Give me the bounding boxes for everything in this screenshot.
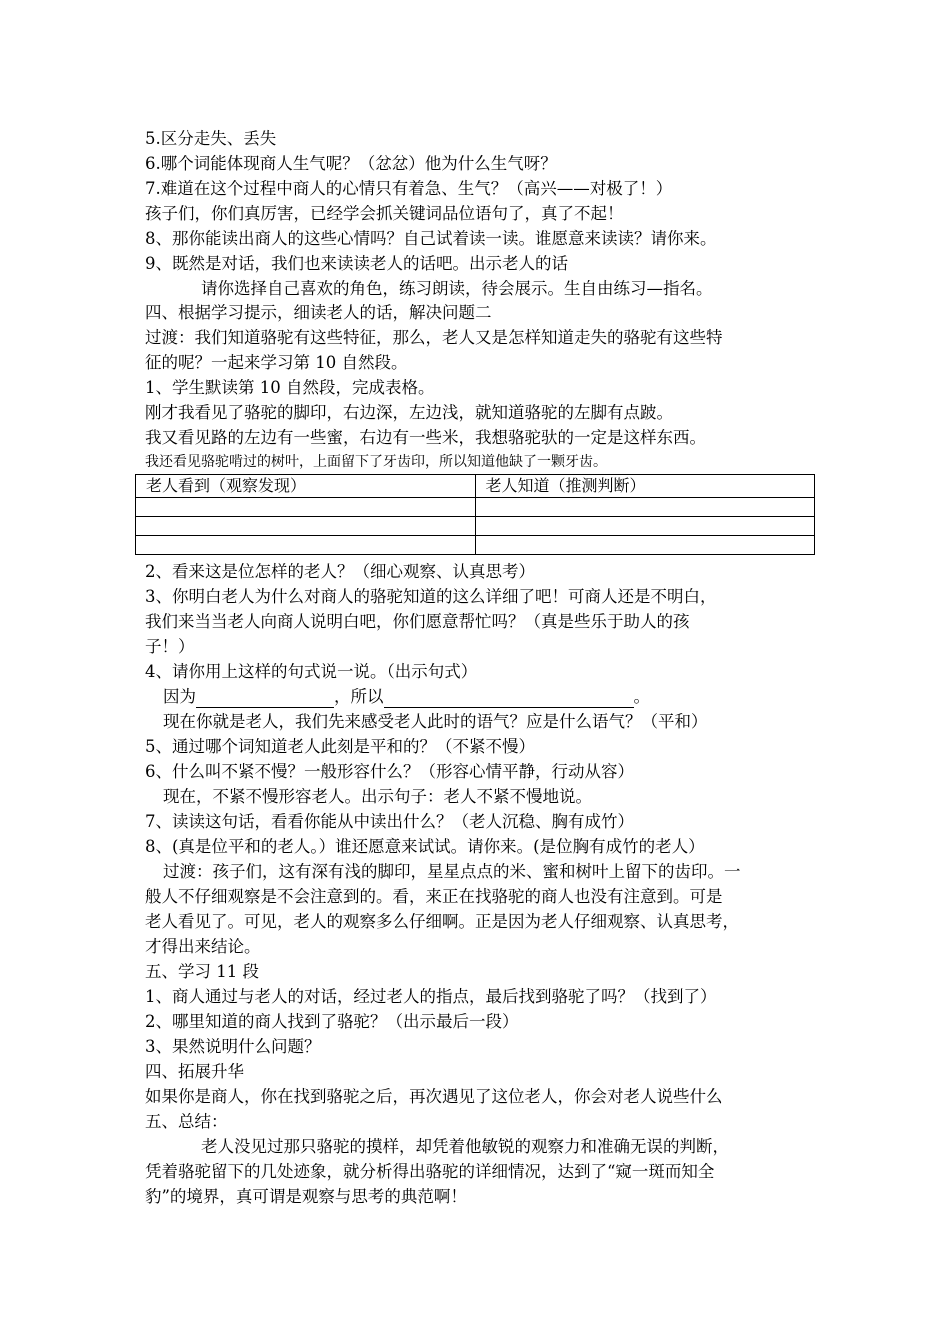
text-line: 才得出来结论。 <box>145 937 261 956</box>
text-line: 现在，不紧不慢形容老人。出示句子：老人不紧不慢地说。 <box>163 787 592 806</box>
table-cell <box>475 498 815 517</box>
text-line: 般人不仔细观察是不会注意到的。看，来正在找骆驼的商人也没有注意到。可是 <box>145 887 723 906</box>
text-line: 征的呢？一起来学习第 10 自然段。 <box>145 353 408 372</box>
table-cell <box>475 536 815 555</box>
text-line: 2、看来这是位怎样的老人？（细心观察、认真思考） <box>145 562 535 581</box>
text-line: 老人没见过那只骆驼的摸样，却凭着他敏锐的观察力和准确无误的判断， <box>201 1137 729 1156</box>
text-line: 7、读读这句话，看看你能从中读出什么？（老人沉稳、胸有成竹） <box>145 812 634 831</box>
sentence-pattern <box>163 686 650 709</box>
text-line: 老人看见了。可见，老人的观察多么仔细啊。正是因为老人仔细观察、认真思考， <box>145 912 739 931</box>
table-row <box>136 536 815 555</box>
text-line: 我还看见骆驼啃过的树叶，上面留下了牙齿印，所以知道他缺了一颗牙齿。 <box>145 454 607 470</box>
text-line: 孩子们，你们真厉害，已经学会抓关键词品位语句了，真了不起！ <box>145 204 624 223</box>
section-heading: 五、学习 11 段 <box>145 962 259 981</box>
table-header-cell: 老人知道（推测判断） <box>475 475 815 498</box>
text-line: 7.难道在这个过程中商人的心情只有着急、生气？（高兴——对极了！） <box>145 179 673 198</box>
section-heading: 四、根据学习提示，细读老人的话，解决问题二 <box>145 303 492 322</box>
table-row <box>136 517 815 536</box>
text-line: 子！） <box>145 637 195 656</box>
text-line: 8、(真是位平和的老人。）谁还愿意来试试。请你来。(是位胸有成竹的老人） <box>145 837 705 856</box>
fill-blank <box>384 690 634 708</box>
section-heading: 五、总结： <box>145 1112 228 1131</box>
text-line: 如果你是商人，你在找到骆驼之后，再次遇见了这位老人，你会对老人说些什么 <box>145 1087 723 1106</box>
section-heading: 四、拓展升华 <box>145 1062 244 1081</box>
table-cell <box>136 517 476 536</box>
text-line: 请你选择自己喜欢的角色，练习朗读，待会展示。生自由练习—指名。 <box>201 279 713 298</box>
table-row <box>136 498 815 517</box>
fill-blank <box>196 690 334 708</box>
text-line: 6.哪个词能体现商人生气呢？（忿忿）他为什么生气呀？ <box>145 154 557 173</box>
text-line: 1、商人通过与老人的对话，经过老人的指点，最后找到骆驼了吗？（找到了） <box>145 987 717 1006</box>
text-line: 5.区分走失、丢失 <box>145 129 277 148</box>
text-line: 3、你明白老人为什么对商人的骆驼知道的这么详细了吧！可商人还是不明白， <box>145 587 717 606</box>
text-line: 现在你就是老人，我们先来感受老人此时的语气？应是什么语气？（平和） <box>163 712 708 731</box>
text-line: 3、果然说明什么问题？ <box>145 1037 321 1056</box>
text-line: 凭着骆驼留下的几处迹象，就分析得出骆驼的详细情况，达到了“窥一斑而知全 <box>145 1162 715 1181</box>
table-header-row <box>136 475 815 498</box>
text-line: 过渡：孩子们，这有深有浅的脚印，星星点点的米、蜜和树叶上留下的齿印。一 <box>163 862 741 881</box>
table-cell <box>136 536 476 555</box>
text-line: 我们来当当老人向商人说明白吧，你们愿意帮忙吗？（真是些乐于助人的孩 <box>145 612 690 631</box>
text-line: 4、请你用上这样的句式说一说。（出示句式） <box>145 662 478 681</box>
text-line: 8、那你能读出商人的这些心情吗？自己试着读一读。谁愿意来读读？请你来。 <box>145 229 717 248</box>
text-line: 2、哪里知道的商人找到了骆驼？（出示最后一段） <box>145 1012 519 1031</box>
text-line: 过渡：我们知道骆驼有这些特征，那么，老人又是怎样知道走失的骆驼有这些特 <box>145 328 723 347</box>
text-line: 9、既然是对话，我们也来读读老人的话吧。出示老人的话 <box>145 254 568 273</box>
table-header-cell: 老人看到（观察发现） <box>136 475 476 498</box>
text-line: 我又看见路的左边有一些蜜，右边有一些米，我想骆驼驮的一定是这样东西。 <box>145 428 706 447</box>
text-line: 1、学生默读第 10 自然段，完成表格。 <box>145 378 435 397</box>
pattern-because: 因为 <box>163 687 196 706</box>
observation-table <box>135 474 815 555</box>
text-line: 6、什么叫不紧不慢？一般形容什么？（形容心情平静，行动从容） <box>145 762 634 781</box>
text-line: 豹”的境界，真可谓是观察与思考的典范啊！ <box>145 1187 467 1206</box>
pattern-so: ，所以 <box>334 687 384 706</box>
table-cell <box>475 517 815 536</box>
text-line: 刚才我看见了骆驼的脚印，右边深，左边浅，就知道骆驼的左脚有点跛。 <box>145 403 673 422</box>
text-line: 5、通过哪个词知道老人此刻是平和的？（不紧不慢） <box>145 737 535 756</box>
table-cell <box>136 498 476 517</box>
pattern-end: 。 <box>633 687 650 706</box>
